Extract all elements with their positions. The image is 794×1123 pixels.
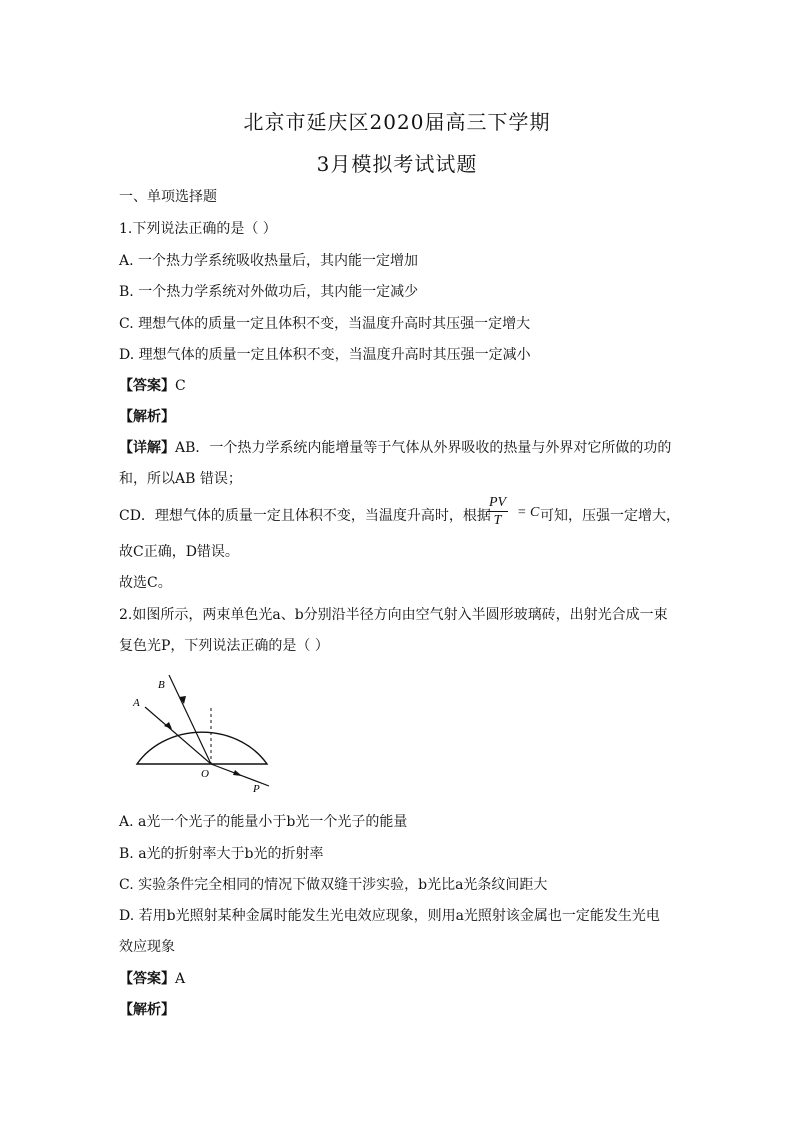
answer-label: 【答案】: [119, 378, 175, 394]
q2-option-d-cont: 效应现象: [119, 939, 175, 955]
answer-label: 【答案】: [119, 971, 175, 987]
section-heading: 一、单项选择题: [119, 189, 217, 205]
answer-value: A: [175, 971, 186, 987]
q1-option-a: A. 一个热力学系统吸收热量后，其内能一定增加: [119, 253, 419, 269]
ray-a: [145, 707, 211, 764]
label-a: A: [133, 697, 140, 709]
page-subtitle: 3月模拟考试试题: [316, 152, 478, 176]
semicircle-outline: [137, 732, 267, 764]
label-p: P: [253, 783, 260, 795]
q2-analysis-label: 【解析】: [119, 1002, 175, 1018]
q2-option-a: A. a光一个光子的能量小于b光一个光子的能量: [119, 814, 408, 830]
detail-label: 【详解】: [119, 440, 175, 456]
q1-conclusion: 故选C。: [119, 575, 172, 591]
page-title: 北京市延庆区2020届高三下学期: [243, 110, 551, 134]
q2-option-b: B. a光的折射率大于b光的折射率: [119, 846, 324, 862]
semicircle-glass-figure: [125, 668, 285, 803]
q1-stem: 1.下列说法正确的是（ ）: [119, 221, 277, 237]
ray-p-arrow: [233, 770, 242, 776]
detail-text: AB．一个热力学系统内能增量等于气体从外界吸收的热量与外界对它所做的功的: [175, 440, 672, 456]
q1-option-d: D. 理想气体的质量一定且体积不变，当温度升高时其压强一定减小: [119, 347, 531, 363]
q2-stem-line2: 复色光P，下列说法正确的是（ ）: [119, 638, 329, 654]
q2-answer: [119, 968, 185, 988]
q1-option-b: B. 一个热力学系统对外做功后，其内能一定减少: [119, 284, 419, 300]
ray-b: [169, 675, 211, 764]
fraction-numerator: PV: [489, 495, 507, 510]
q2-option-c: C. 实验条件完全相同的情况下做双缝干涉实验，b光比a光条纹间距大: [119, 877, 548, 893]
q1-detail-line4: 故C正确，D错误。: [119, 544, 239, 560]
q1-analysis-label: 【解析】: [119, 409, 175, 425]
q1-detail-line3a: CD．理想气体的质量一定且体积不变，当温度升高时，根据: [119, 508, 491, 524]
pv-over-t-fraction: [487, 494, 508, 529]
label-o: O: [201, 768, 209, 780]
q1-detail-line1: [119, 437, 671, 457]
q1-detail-line3b: 可知，压强一定增大，: [540, 508, 680, 524]
label-b: B: [158, 679, 165, 691]
answer-value: C: [175, 378, 186, 394]
q2-stem-line1: 2.如图所示，两束单色光a、b分别沿半径方向由空气射入半圆形玻璃砖，出射光合成一束: [119, 607, 668, 623]
fraction-denominator: T: [493, 513, 502, 528]
ray-a-arrow: [164, 722, 172, 729]
fraction-rhs: = C: [517, 505, 540, 520]
q1-option-c: C. 理想气体的质量一定且体积不变，当温度升高时其压强一定增大: [119, 316, 531, 332]
q2-option-d: D. 若用b光照射某种金属时能发生光电效应现象，则用a光照射该金属也一定能发生光电: [119, 908, 660, 924]
q1-answer: [119, 375, 186, 395]
q1-detail-line2: 和，所以AB 错误；: [119, 471, 242, 487]
